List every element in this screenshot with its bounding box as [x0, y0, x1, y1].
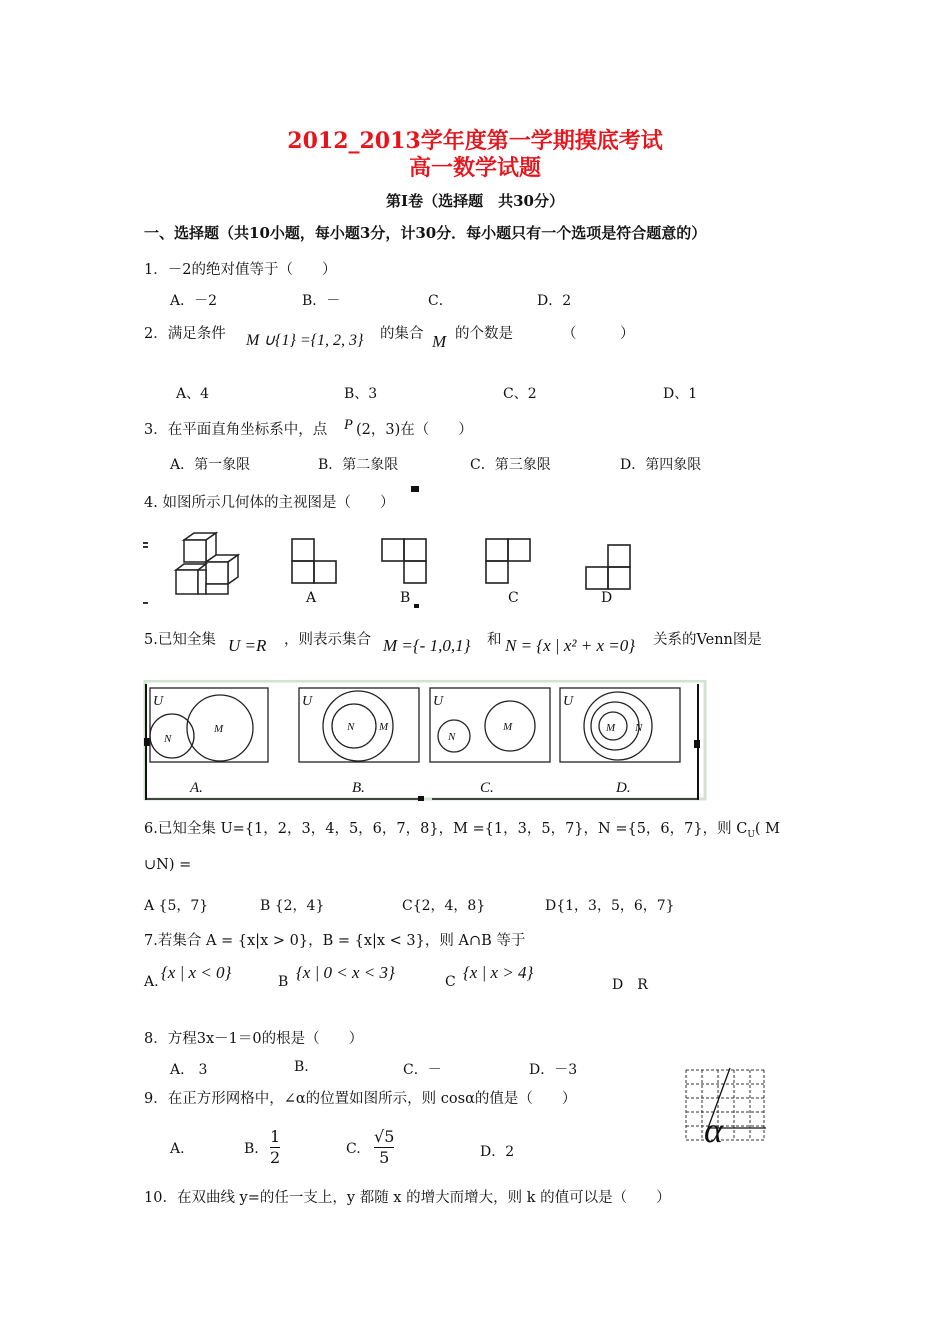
q6-complement-sub: U — [747, 829, 755, 840]
q8-option-b: B. — [294, 1059, 309, 1075]
q5-stem-d: 关系的Venn图是 — [653, 632, 762, 648]
venn-b-n-label: N — [347, 721, 355, 733]
q6-line2: ∪N) = — [144, 857, 192, 873]
venn-a-n-label: N — [164, 733, 172, 745]
q5-stem-c: 和 — [487, 632, 502, 648]
q3-stem-a: 3．在平面直角坐标系中，点 — [144, 422, 328, 438]
q9-stem: 9．在正方形网格中，∠α的位置如图所示，则 cosα的值是（ ） — [144, 1091, 577, 1107]
q4-view-d — [586, 545, 630, 589]
q7-option-a-label: A. — [144, 974, 159, 990]
venn-c-m-label: M — [503, 721, 513, 733]
venn-b-m-label: M — [379, 721, 389, 733]
venn-d-m-label: M — [606, 722, 616, 734]
scan-artifact — [411, 486, 419, 492]
q9-option-b-numerator: 1 — [270, 1127, 281, 1146]
venn-d-n-label: N — [635, 722, 643, 734]
q4-solid-figure — [176, 533, 238, 594]
q2-option-d: D、1 — [663, 386, 698, 402]
q3-stem-b: (2，3)在（ ） — [356, 422, 473, 438]
q1-stem: 1．－2的绝对值等于（ ） — [144, 262, 337, 278]
q7-option-b-label: B — [278, 974, 289, 990]
venn-c-n-label: N — [448, 731, 456, 743]
q3-point: P — [344, 417, 353, 433]
venn-d-caption: D. — [616, 780, 631, 796]
venn-a-m-label: M — [214, 723, 224, 735]
q3-option-a: A．第一象限 — [170, 457, 251, 473]
q7-option-c-label: C — [445, 974, 456, 990]
q6-line1-end: ( M — [754, 821, 781, 837]
q9-option-c-label: C. — [346, 1141, 361, 1157]
venn-a-caption: A. — [190, 780, 203, 796]
q7-option-d: D R — [612, 977, 648, 993]
part-heading: 第Ⅰ卷（选择题 共30分） — [386, 192, 564, 210]
q8-stem: 8．方程3x－1＝0的根是（ ） — [144, 1031, 364, 1047]
section-heading: 一、选择题（共10小题，每小题3分，计30分．每小题只有一个选项是符合题意的） — [144, 224, 707, 242]
q5-venn-figure — [142, 680, 708, 804]
q7-option-b: {x | 0 < x < 3} — [296, 963, 395, 982]
q6-line1-text: 6.已知全集 U={1，2，3，4，5，6，7，8}，M ={1，3，5，7}，N ={5，6，7}，则 C — [144, 821, 748, 837]
q4-stem: 4. 如图所示几何体的主视图是（ ） — [144, 495, 395, 511]
q6-option-d: D{1，3，5，6，7} — [545, 898, 675, 914]
q10-stem: 10．在双曲线 y=的任一支上，y 都随 x 的增大而增大，则 k 的值可以是（ ） — [144, 1190, 671, 1206]
q2-paren: （ ） — [562, 326, 635, 342]
venn-b-caption: B. — [352, 780, 365, 796]
q3-option-c: C．第三象限 — [470, 457, 551, 473]
q1-option-b: B．－ — [302, 293, 341, 309]
q7-stem: 7.若集合 A = {x|x > 0}，B = {x|x < 3}，则 A∩B 等于 — [144, 933, 526, 949]
q4-view-b — [382, 539, 426, 583]
q1-option-c: C． — [428, 293, 453, 309]
q8-option-d: D．－3 — [529, 1062, 578, 1078]
q7-option-c: {x | x > 4} — [463, 963, 534, 982]
venn-b-u-label: U — [302, 694, 313, 709]
q6-option-c: C{2，4，8} — [402, 898, 486, 914]
q9-option-c-fraction — [374, 1127, 394, 1168]
q5-stem-a: 5.已知全集 — [144, 632, 216, 648]
q8-option-c: C．－ — [403, 1062, 442, 1078]
q9-option-a: A. — [170, 1141, 185, 1157]
q3-option-d: D．第四象限 — [620, 457, 702, 473]
q3-option-b: B．第二象限 — [318, 457, 399, 473]
exam-subtitle: 高一数学试题 — [408, 155, 541, 181]
q4-label-b: B — [400, 590, 411, 606]
q2-option-a: A、4 — [176, 386, 210, 402]
q1-option-d: D．2 — [537, 293, 572, 309]
q4-view-c — [486, 539, 530, 583]
q8-option-a: A. 3 — [170, 1062, 208, 1078]
q2-stem-a: 2．满足条件 — [144, 326, 226, 342]
q2-option-c: C、2 — [503, 386, 537, 402]
q9-grid-figure — [684, 1066, 768, 1146]
q4-label-a: A — [306, 590, 317, 606]
q4-label-d: D — [601, 590, 613, 606]
venn-d-u-label: U — [563, 694, 574, 709]
q9-option-c-numerator: √5 — [374, 1127, 395, 1146]
q6-line1 — [144, 817, 780, 840]
q1-option-a: A．－2 — [170, 293, 218, 309]
q9-option-b-denominator: 2 — [270, 1148, 281, 1167]
q9-alpha-symbol: α — [704, 1110, 723, 1146]
q2-var: M — [432, 332, 447, 351]
q6-option-a: A {5，7} — [144, 898, 209, 914]
q9-option-b-fraction — [270, 1127, 280, 1168]
q7-option-a: {x | x < 0} — [161, 963, 232, 982]
q5-m-formula: M ={- 1,0,1} — [383, 636, 471, 655]
q9-option-b-label: B. — [244, 1141, 259, 1157]
venn-c-caption: C. — [480, 780, 494, 796]
q5-u-formula: U =R — [228, 636, 267, 655]
q5-stem-b: ，则表示集合 — [284, 632, 371, 648]
q2-formula: M ∪{1} ={1, 2, 3} — [246, 332, 364, 349]
q2-option-b: B、3 — [344, 386, 378, 402]
q6-option-b: B {2，4} — [260, 898, 325, 914]
q2-stem-c: 的个数是 — [455, 326, 513, 342]
venn-c-u-label: U — [433, 694, 444, 709]
venn-a-u-label: U — [153, 694, 164, 709]
q9-option-c-denominator: 5 — [374, 1147, 394, 1168]
q5-n-formula: N = {x | x² + x =0} — [505, 636, 636, 655]
q2-stem-b: 的集合 — [380, 326, 424, 342]
q4-label-c: C — [508, 590, 519, 606]
q4-view-a — [292, 539, 336, 583]
exam-title: 2012_2013学年度第一学期摸底考试 — [287, 128, 663, 154]
q9-option-d: D．2 — [480, 1144, 515, 1160]
